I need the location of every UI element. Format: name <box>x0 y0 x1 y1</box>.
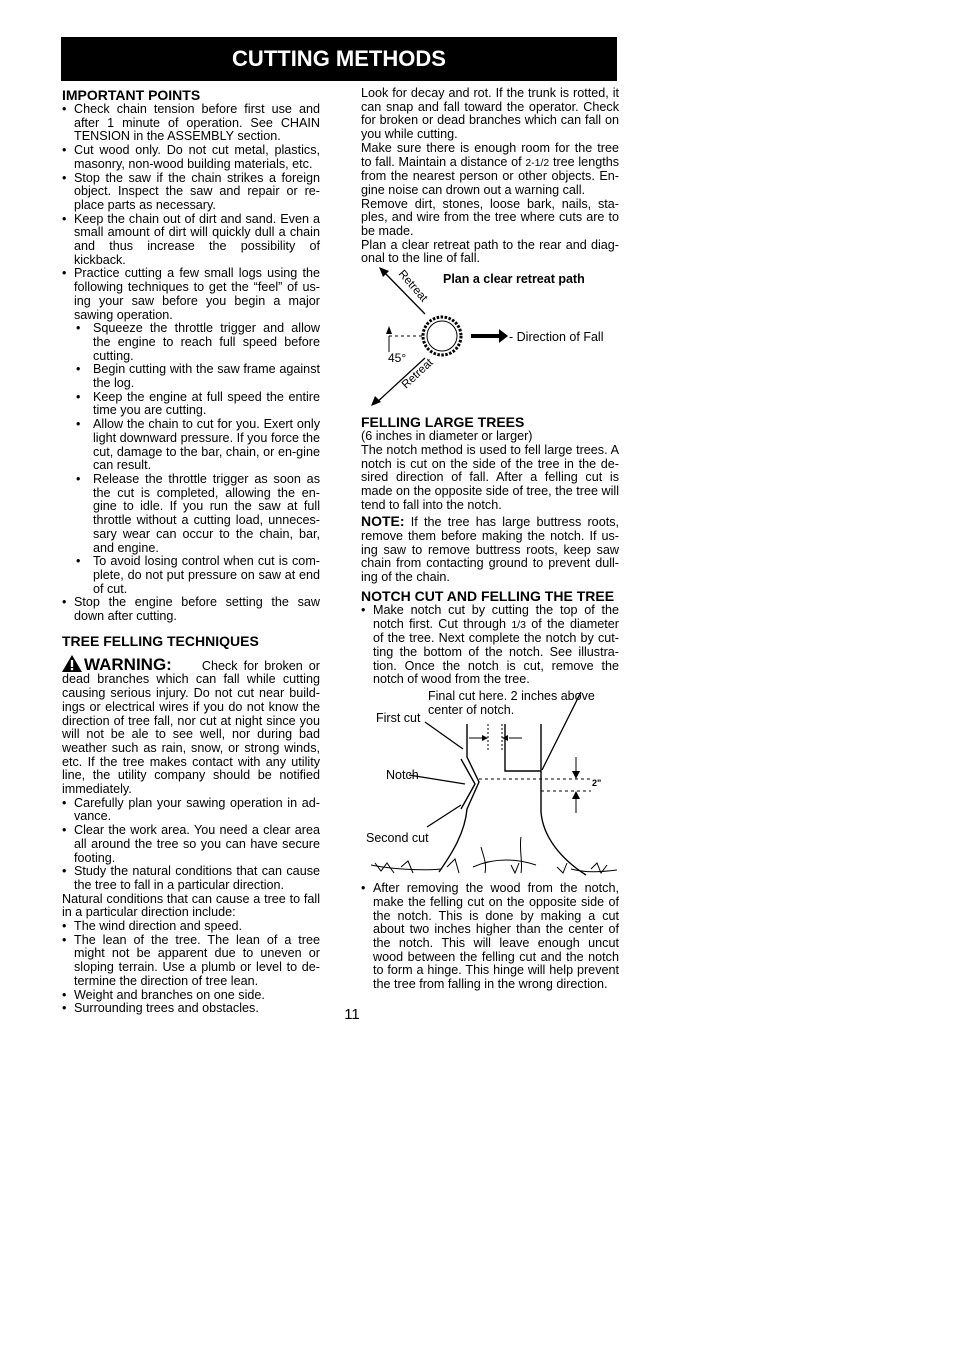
retreat-paragraph: Plan a clear retreat path to the rear and diag-onal to the line of fall. <box>361 237 619 266</box>
fall-arrow-head-icon <box>499 329 508 343</box>
note-paragraph <box>361 515 619 585</box>
list-item: • Practice cutting a few small logs using the following techniques to get the “feel” of us-ing your saw before you begin a major sawing operation. <box>62 267 320 322</box>
final-cut-label-2: center of notch. <box>428 703 515 718</box>
retreat-label-lower: Retreat <box>399 356 436 392</box>
final-cut-pointer <box>542 692 581 770</box>
dimension-arrow-left-icon <box>482 735 488 741</box>
retreat-diagram-title: Plan a clear retreat path <box>443 272 585 287</box>
list-item: • Keep the chain out of dirt and sand. Even a small amount of dirt will quickly dull a chain and thus increase the possibility of kickback. <box>62 213 320 268</box>
warning-label: WARNING: <box>84 654 172 674</box>
two-inch-label: 2" <box>592 778 602 789</box>
list-item: • Stop the saw if the chain strikes a foreign object. Inspect the saw and repair or re-place parts as necessary. <box>62 172 320 213</box>
natural-conditions-list <box>62 920 320 1016</box>
list-item <box>361 604 619 687</box>
retreat-label-upper: Retreat <box>395 268 430 305</box>
list-item: • Allow the chain to cut for you. Exert only light downward pressure. If you force the cut, damage to the bar, chain, or en-gine can result. <box>62 418 320 473</box>
angle-arrow-icon <box>386 326 392 334</box>
list-item: • To avoid losing control when cut is com-plete, do not put pressure on saw at end of cut. <box>62 555 320 596</box>
trunk-right-edge <box>541 724 586 875</box>
list-item: • Release the throttle trigger as soon as the cut is completed, allowing the en-gine to idle. If you run the saw at full throttle without a cutting load, unneces-sary wear can occur to the chain, bar, and engine. <box>62 473 320 555</box>
list-item: • Cut wood only. Do not cut metal, plastics, masonry, non-wood building materials, etc. <box>62 144 320 171</box>
decay-paragraph: Look for decay and rot. If the trunk is rotted, it can snap and fall toward the operator. Check for broken or dead branches which can fall on you while cutting. <box>361 86 619 142</box>
fall-arrow-shaft <box>471 334 501 338</box>
room-distance: 2-1/2 <box>525 156 550 169</box>
second-cut-pointer <box>427 805 461 827</box>
important-points-list <box>62 103 320 322</box>
list-item: • Check chain tension before first use and after 1 minute of operation. See CHAIN TENSION in the ASSEMBLY section. <box>62 103 320 144</box>
tree-trunk-icon <box>423 317 461 355</box>
notch-steps-list <box>361 604 619 687</box>
notch-cut-heading: NOTCH CUT AND FELLING THE TREE <box>361 587 615 604</box>
notch-step-text-a: Make notch cut by cutting the top of the notch first. Cut through <box>373 602 619 631</box>
root-lines <box>481 837 522 873</box>
first-cut-label: First cut <box>376 711 421 726</box>
retreat-path-diagram <box>361 266 619 406</box>
list-item: • Squeeze the throttle trigger and allow the engine to reach full speed before cutting. <box>62 322 320 363</box>
tree-core-icon <box>427 321 457 351</box>
warning-paragraph <box>62 655 320 797</box>
notch-step-text-b: of the diameter of the tree. Next complete the notch by cut-ting the bottom of the notch. See illustra-tion. Once the notch is cut, remove the notch of wood from the tree. <box>373 616 619 687</box>
list-item: • Study the natural conditions that can cause the tree to fall in a particular direction. <box>62 865 320 892</box>
felling-cut-list <box>361 882 619 992</box>
list-item: • Carefully plan your sawing operation in ad-vance. <box>62 797 320 824</box>
felling-list <box>62 797 320 893</box>
list-item: • Surrounding trees and obstacles. <box>62 1002 320 1016</box>
list-item: • The lean of the tree. The lean of a tree might not be apparent due to uneven or sloping terrain. Use a plumb or level to de-termine the direction of tree lean. <box>62 934 320 989</box>
important-points-heading: IMPORTANT POINTS <box>62 87 201 103</box>
felling-cut-line <box>505 724 541 771</box>
list-item: • Weight and branches on one side. <box>62 989 320 1003</box>
list-item: • Begin cutting with the saw frame against the log. <box>62 363 320 390</box>
first-cut-pointer <box>425 722 463 749</box>
warning-text: Check for broken or dead branches which can fall while cutting causing serious injury. Do not cut near build-ings or electrical wires if you do not know the direction of tree fall, nor cut at night since you will not be ale to see well, nor during bad weather such as rain, snow, or strong winds, etc. If the tree makes contact with any utility line, the utility company should be notified immediately. <box>62 658 320 797</box>
page-title-banner <box>61 37 617 81</box>
list-item: • Clear the work area. You need a clear area all around the tree so you can have secure footing. <box>62 824 320 865</box>
notch-label: Notch <box>386 768 419 783</box>
large-trees-subtitle: (6 inches in diameter or larger) <box>361 429 533 444</box>
room-text-a: Make sure there is enough room for the tree to fall. Maintain a distance of <box>361 140 619 169</box>
room-text-b: tree lengths from the nearest person or other objects. En-gine noise can drown out a warning call. <box>361 154 619 197</box>
remove-dirt-paragraph: Remove dirt, stones, loose bark, nails, sta-ples, and wire from the tree where cuts are to be made. <box>361 196 619 239</box>
note-label: NOTE: <box>361 513 405 530</box>
list-item: • After removing the wood from the notch, make the felling cut on the opposite side of the notch. This is done by making a cut about two inches higher than the center of the notch. This will leave enough uncut wood between the felling cut and the notch to form a hinge. This hinge will help prevent the tree from falling in the wrong direction. <box>361 882 619 992</box>
right-column <box>361 87 619 992</box>
room-paragraph <box>361 142 619 198</box>
left-column <box>62 87 320 1016</box>
final-cut-label: Final cut here. 2 inches above <box>428 689 595 704</box>
natural-conditions-intro: Natural conditions that can cause a tree to fall in a particular direction include: <box>62 891 320 920</box>
two-inch-arrow-top-icon <box>572 771 580 779</box>
page-number: 11 <box>344 1006 360 1023</box>
notch-cut-diagram <box>361 687 619 882</box>
felling-large-trees-heading: FELLING LARGE TREES <box>361 414 525 431</box>
stop-engine-list <box>62 596 320 623</box>
warning-triangle-icon <box>62 655 82 672</box>
notch-method-paragraph: The notch method is used to fell large trees. A notch is cut on the side of the tree in the de-sired direction of fall. After a felling cut is made on the opposite side of tree, the tree will tend to fall into the notch. <box>361 442 619 512</box>
list-item: • Stop the engine before setting the saw down after cutting. <box>62 596 320 623</box>
notch-fraction: 1/3 <box>511 618 526 631</box>
two-inch-arrow-bottom-icon <box>572 791 580 799</box>
note-text: If the tree has large buttress roots, remove them before making the notch. If us-ing saw to remove buttress roots, keep saw chain from contacting ground to prevent dull-ing of the chain. <box>361 515 619 585</box>
page-title: CUTTING METHODS <box>232 46 446 71</box>
tree-felling-heading: TREE FELLING TECHNIQUES <box>62 632 259 649</box>
list-item: • Keep the engine at full speed the entire time you are cutting. <box>62 391 320 418</box>
retreat-arrow-lower-icon <box>371 396 381 406</box>
direction-of-fall-label: - Direction of Fall <box>509 330 604 345</box>
second-cut-label: Second cut <box>366 831 429 846</box>
angle-label: 45° <box>388 351 407 366</box>
cutting-technique-list <box>62 322 320 596</box>
list-item: • The wind direction and speed. <box>62 920 320 934</box>
